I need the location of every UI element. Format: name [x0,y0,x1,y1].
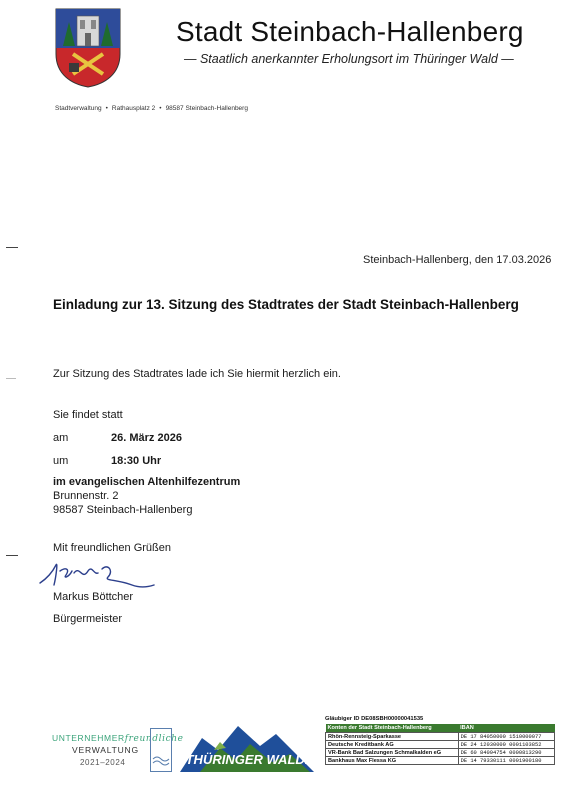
bank-name: VR-Bank Bad Salzungen Schmalkalden eG [326,749,459,757]
place-date: Steinbach-Hallenberg, den 17.03.2026 [363,254,552,266]
badge-frame [150,728,172,772]
bank-iban: DE 24 12030000 0001103852 [458,741,554,749]
meeting-time: 18:30 Uhr [111,455,162,467]
city-subtitle: — Staatlich anerkannter Erholungsort im Thüringer Wald — [184,52,514,66]
table-row [326,757,555,765]
sender-address: Stadtverwaltung • Rathausplatz 2 • 98587 Steinbach-Hallenberg [55,105,248,112]
creditor-id: Gläubiger ID DE08SBH00000041535 [325,716,424,722]
bank-iban: DE 60 84094754 0000813290 [458,749,554,757]
signature [36,555,156,595]
bank-name: Bankhaus Max Flessa KG [326,757,459,765]
venue-city: 98587 Steinbach-Hallenberg [53,504,193,516]
bank-table [325,724,555,765]
tw-logo-text: THÜRINGER WALD. [185,752,309,767]
fold-mark [6,555,18,556]
badge-line3: 2021–2024 [80,758,126,767]
closing: Mit freundlichen Grüßen [53,542,171,554]
subject-line: Einladung zur 13. Sitzung des Stadtrates der Stadt Steinbach-Hallenberg [53,297,519,312]
fold-mark [6,247,18,248]
thueringer-wald-logo [180,720,314,776]
intro-text: Zur Sitzung des Stadtrates lade ich Sie hiermit herzlich ein. [53,368,341,380]
badge-wave-icon [151,729,171,771]
business-friendly-badge [52,727,184,773]
bank-table-header [326,724,555,733]
bank-col-account: Konten der Stadt Steinbach-Hallenberg [326,724,459,733]
signer-name: Markus Böttcher [53,591,134,603]
time-label: um [53,455,69,467]
city-title: Stadt Steinbach-Hallenberg [176,16,524,47]
table-row [326,733,555,741]
table-row [326,749,555,757]
table-row [326,741,555,749]
venue-street: Brunnenstr. 2 [53,490,119,502]
badge-line2: VERWALTUNG [72,745,139,755]
sender-city: 98587 Steinbach-Hallenberg [165,105,248,112]
bank-col-iban: IBAN [458,724,554,733]
bank-details [325,716,555,765]
venue-name: im evangelischen Altenhilfezentrum [53,476,241,488]
bank-iban: DE 17 84050000 1510000077 [458,733,554,741]
lead-text: Sie findet statt [53,409,123,421]
sender-street: Rathausplatz 2 [111,105,156,112]
badge-line1: UNTERNEHMERfreundliche [52,733,184,744]
bank-name: Deutsche Kreditbank AG [326,741,459,749]
date-label: am [53,432,69,444]
meeting-date: 26. März 2026 [111,432,182,444]
bank-iban: DE 14 79330111 0001900180 [458,757,554,765]
signer-role: Bürgermeister [53,613,123,625]
coat-of-arms-icon [55,8,121,88]
punch-mark [6,378,16,379]
sender-org: Stadtverwaltung [55,105,102,112]
bank-name: Rhön-Rennsteig-Sparkasse [326,733,459,741]
